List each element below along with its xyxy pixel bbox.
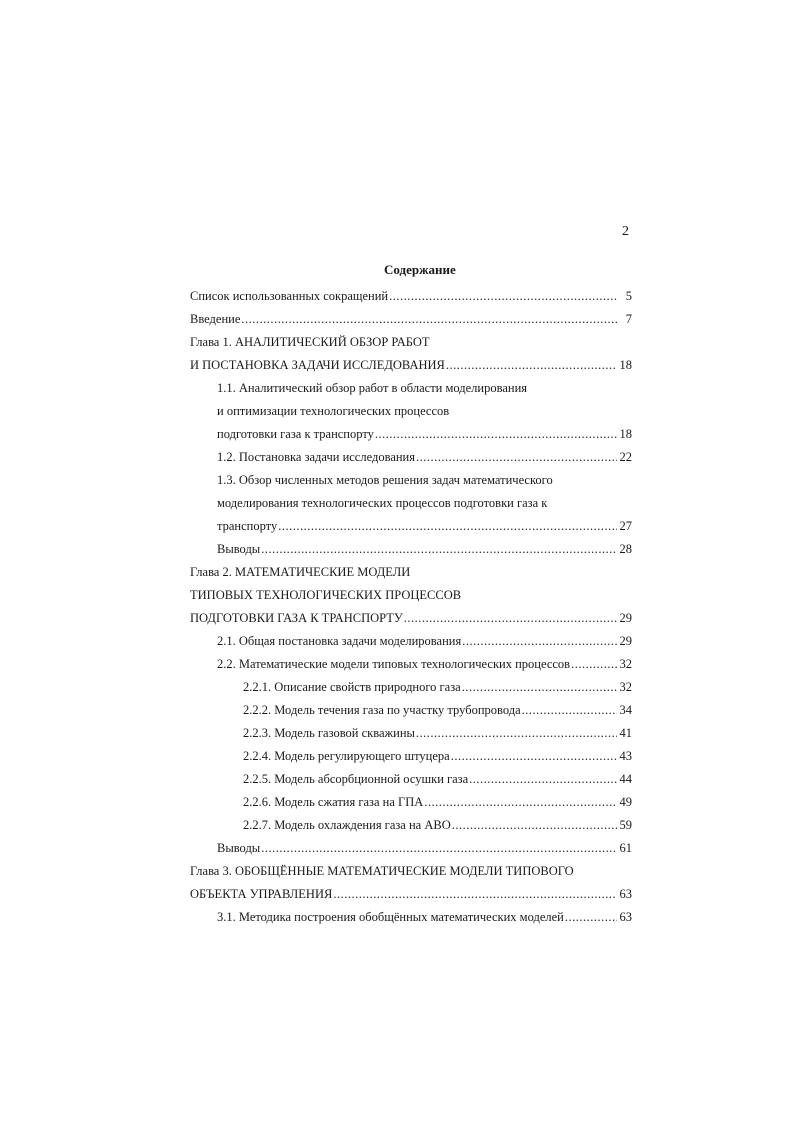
page-number: 2 [622,224,629,239]
toc-entry-section-1-3-end: транспорту ..... 27 [190,515,632,538]
toc-page: 5 [625,289,632,303]
toc-entry-section-1-2: 1.2. Постановка задачи исследования ..... 22 [190,446,632,469]
toc-entry-section-2-2-5: 2.2.5. Модель абсорбционной осушки газа ..... 44 [190,768,632,791]
toc-entry-section-1-3-cont: моделирования технологических процессов подготовки газа к [217,496,548,510]
toc-entry-introduction: Введение ..... 7 [190,308,632,331]
toc-entry-chapter-1-cont: И ПОСТАНОВКА ЗАДАЧИ ИССЛЕДОВАНИЯ ..... 18 [190,354,632,377]
toc-entry-chapter-3: Глава 3. ОБОБЩЁННЫЕ МАТЕМАТИЧЕСКИЕ МОДЕЛИ ТИПОВОГО [190,864,574,878]
toc-entry-section-1-1: 1.1. Аналитический обзор работ в области моделирования [217,381,528,395]
toc-page: 29 [619,634,632,648]
toc-page: 7 [625,312,632,326]
toc-page: 63 [619,910,632,924]
toc-entry-section-2-2-1: 2.2.1. Описание свойств природного газа ..... 32 [190,676,632,699]
toc-entry-section-2-2: 2.2. Математические модели типовых технологических процессов ..... 32 [190,653,632,676]
toc-page: 61 [619,841,632,855]
toc-entry-conclusions-1: Выводы ..... 28 [190,538,632,561]
table-of-contents [190,285,632,929]
toc-page: 41 [619,726,632,740]
toc-page: 27 [619,519,632,533]
toc-entry-section-2-2-2: 2.2.2. Модель течения газа по участку трубопровода ..... 34 [190,699,632,722]
toc-page: 22 [619,450,632,464]
toc-entry-conclusions-2: Выводы ..... 61 [190,837,632,860]
toc-page: 18 [619,427,632,441]
toc-entry-abbreviations: Список использованных сокращений ..... 5 [190,285,632,308]
toc-page: 44 [619,772,632,786]
toc-page: 32 [619,680,632,694]
toc-entry-section-2-2-7: 2.2.7. Модель охлаждения газа на АВО ..... 59 [190,814,632,837]
toc-entry-chapter-1: Глава 1. АНАЛИТИЧЕСКИЙ ОБЗОР РАБОТ [190,335,430,349]
toc-page: 29 [619,611,632,625]
toc-page: 34 [619,703,632,717]
toc-page: 32 [619,657,632,671]
toc-entry-section-1-1-cont: и оптимизации технологических процессов [217,404,450,418]
toc-entry-chapter-2: Глава 2. МАТЕМАТИЧЕСКИЕ МОДЕЛИ [190,565,411,579]
toc-entry-chapter-2-cont: ТИПОВЫХ ТЕХНОЛОГИЧЕСКИХ ПРОЦЕССОВ [190,588,462,602]
toc-page: 63 [619,887,632,901]
toc-page: 18 [619,358,632,372]
toc-page: 59 [619,818,632,832]
toc-entry-chapter-3-end: ОБЪЕКТА УПРАВЛЕНИЯ ..... 63 [190,883,632,906]
toc-page: 28 [619,542,632,556]
toc-entry-section-1-1-end: подготовки газа к транспорту ..... 18 [190,423,632,446]
toc-entry-section-2-2-6: 2.2.6. Модель сжатия газа на ГПА ..... 49 [190,791,632,814]
toc-entry-section-1-3: 1.3. Обзор численных методов решения задач математического [217,473,553,487]
toc-entry-chapter-2-end: ПОДГОТОВКИ ГАЗА К ТРАНСПОРТУ ..... 29 [190,607,632,630]
toc-page: 43 [619,749,632,763]
toc-entry-section-3-1: 3.1. Методика построения обобщённых математических моделей ..... 63 [190,906,632,929]
toc-title: Содержание [384,262,456,277]
toc-page: 49 [619,795,632,809]
toc-entry-section-2-1: 2.1. Общая постановка задачи моделирования ..... 29 [190,630,632,653]
toc-entry-section-2-2-3: 2.2.3. Модель газовой скважины ..... 41 [190,722,632,745]
toc-entry-section-2-2-4: 2.2.4. Модель регулирующего штуцера ..... 43 [190,745,632,768]
